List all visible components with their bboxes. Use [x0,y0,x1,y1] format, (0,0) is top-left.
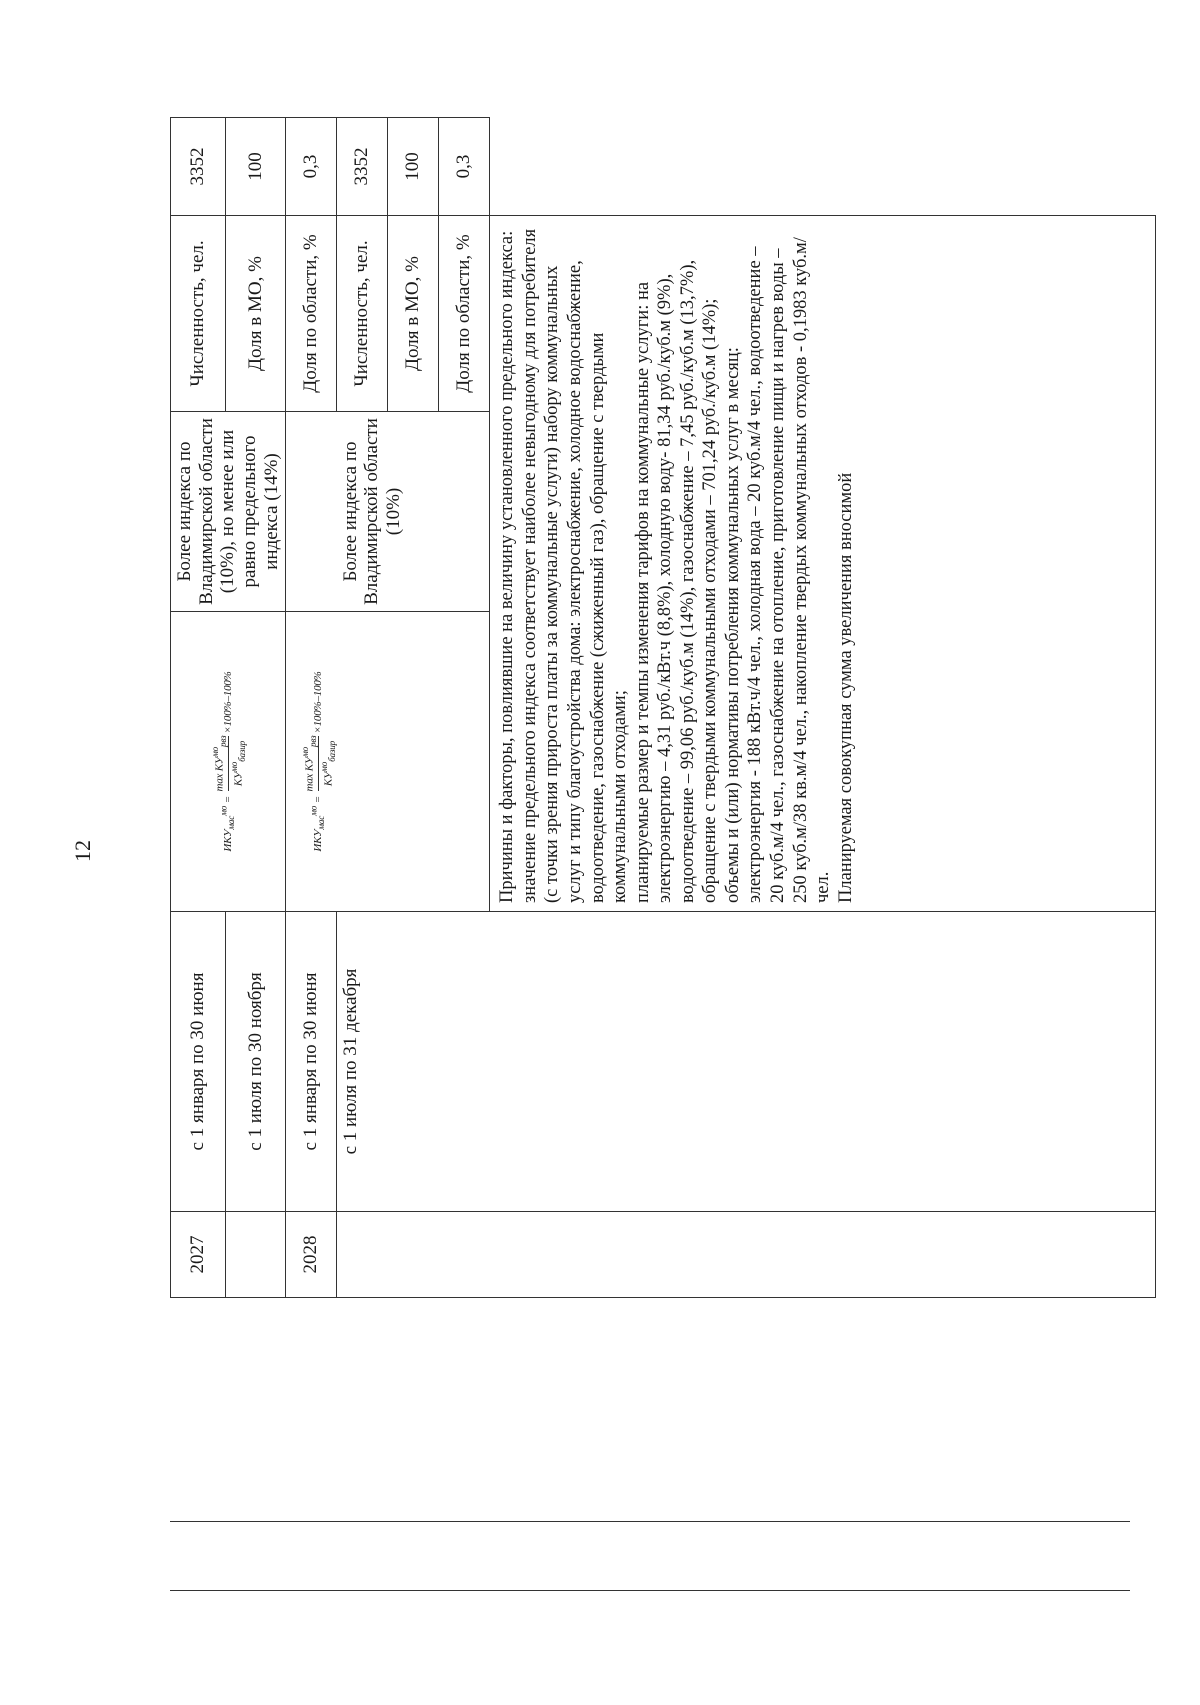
period-cell: с 1 января по 30 июня [286,912,337,1212]
period-cell: с 1 июля по 31 декабря [337,912,1156,1212]
value-cell: 3352 [171,118,226,216]
value-cell: 0,3 [439,118,490,216]
metric-cell: Доля по области, % [439,216,490,412]
metric-cell: Численность, чел. [171,216,226,412]
metric-cell: Доля в МО, % [226,216,286,412]
metric-cell: Численность, чел. [337,216,388,412]
description-paragraph: объемы и (или) нормативы потребления коммунальных услуг в месяц: электроэнергия - 188 кВт.ч/4 чел., холодная вода – 20 куб.м/4 чел., водоотведение – 20 куб.м/4 чел., газоснабжение на отопление, приготовление пищи и нагрев воды – 250 куб.м/38 кв.м/4 чел., накопление твердых коммунальных отходов - 0,1983 куб.м/чел. [722,237,834,903]
description-cell [490,216,1156,912]
metric-cell: Доля в МО, % [388,216,439,412]
year-cell: 2028 [286,1212,337,1298]
tariff-index-table [170,117,1156,1298]
year-cell [337,1212,1156,1298]
table-bottom-line [170,1590,1130,1591]
page-number: 12 [70,840,95,862]
period-cell: с 1 июля по 30 ноября [226,912,286,1212]
period-cell: с 1 января по 30 июня [171,912,226,1212]
condition-cell: Более индекса по Владимирской области (10%) [337,412,490,612]
description-paragraph: планируемые размер и темпы изменения тарифов на коммунальные услуги: на электроэнергию – 4,31 руб./кВт.ч (8,8%), холодную воду- 81,34 руб./куб.м (9%), водоотведение – 99,06 руб./куб.м (14%), газоснабжение – 7,45 руб./куб.м (13,7%), обращение с твердыми коммунальными отходами – 701,24 руб./куб.м (14%); [632,259,721,903]
description-paragraph: Планируемая совокупная сумма увеличения вносимой [835,472,856,903]
description-paragraph: значение предельного индекса соответствует наиболее невыгодному для потребителя (с точки зрения прироста платы за коммунальные услуги) набору коммунальных услуг и типу благоустройства дома: электроснабжение, холодное водоснабжение, водоотведение, газоснабжение (сжиженный газ), обращение с твердыми коммунальными отходами; [519,228,631,903]
year-cell: 2027 [171,1212,226,1298]
table-row [286,118,337,1298]
value-cell: 100 [226,118,286,216]
table-bottom-line [170,1521,1130,1522]
value-cell: 100 [388,118,439,216]
table-row [171,118,226,1298]
metric-cell: Доля по области, % [286,216,337,412]
index-formula: $ИКУ_{мас}^{мо}$ = $\max КУ^{мо}_{рвз}$ $КУ^{мо}_{базир}$ ×100%–100% [300,671,338,852]
description-paragraph: Причины и факторы, повлиявшие на величину установленного предельного индекса: [497,230,518,903]
index-formula: $ИКУ_{мас}^{мо}$ = $\max КУ^{мо}_{рвз}$ $КУ^{мо}_{базир}$ ×100%–100% [209,671,247,852]
value-cell: 3352 [337,118,388,216]
rotated-table-wrapper [170,118,1122,1298]
value-cell: 0,3 [286,118,337,216]
condition-cell [286,412,337,612]
year-cell [226,1212,286,1298]
formula-cell [171,612,286,912]
condition-cell: Более индекса по Владимирской области (10%), но менее или равно предельного индекса (14%) [171,412,286,612]
formula-cell [286,612,490,912]
